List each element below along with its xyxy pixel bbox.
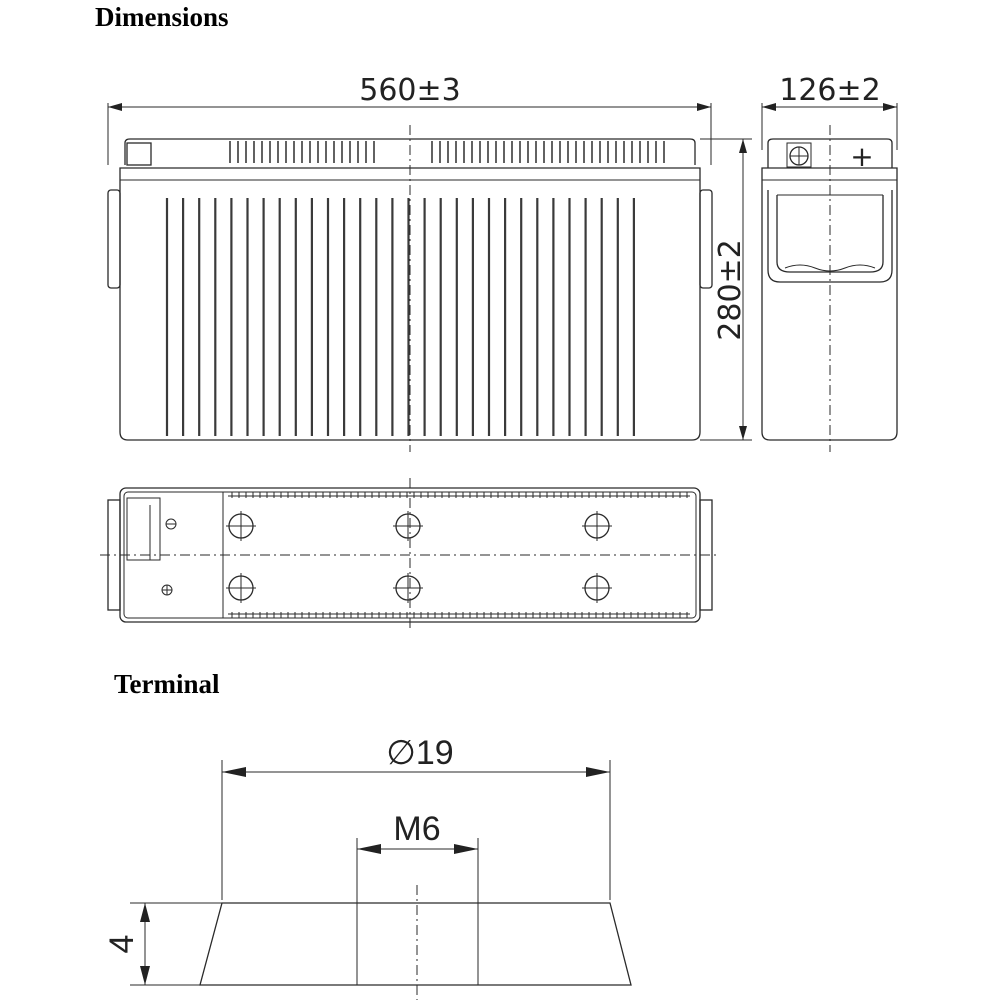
dimensions-heading: Dimensions bbox=[95, 2, 229, 32]
front-view bbox=[108, 73, 752, 452]
cell-terminal-icon bbox=[393, 573, 423, 603]
length-dimension-label: 560±3 bbox=[359, 73, 461, 108]
cell-terminals bbox=[226, 511, 612, 603]
terminal-outline bbox=[200, 903, 631, 985]
terminal-diameter-label: ∅19 bbox=[386, 734, 454, 772]
height-dimension-label: 280±2 bbox=[713, 239, 748, 341]
terminal-height-label: 4 bbox=[103, 934, 141, 954]
cell-terminal-icon bbox=[582, 511, 612, 541]
cell-terminal-icon bbox=[226, 511, 256, 541]
terminal-thread-label: M6 bbox=[393, 810, 441, 848]
side-view bbox=[762, 73, 897, 452]
positive-polarity-label: + bbox=[850, 140, 874, 173]
right-handle bbox=[700, 190, 712, 288]
width-dimension-label: 126±2 bbox=[779, 73, 881, 108]
top-view bbox=[100, 478, 720, 632]
terminal-heading: Terminal bbox=[114, 669, 220, 699]
lid-vents bbox=[230, 141, 664, 163]
body-ribs bbox=[167, 198, 634, 436]
terminal-detail bbox=[103, 734, 631, 1000]
cell-terminal-icon bbox=[226, 573, 256, 603]
cell-terminal-icon bbox=[393, 511, 423, 541]
cell-terminal-icon bbox=[582, 573, 612, 603]
left-handle bbox=[108, 190, 120, 288]
